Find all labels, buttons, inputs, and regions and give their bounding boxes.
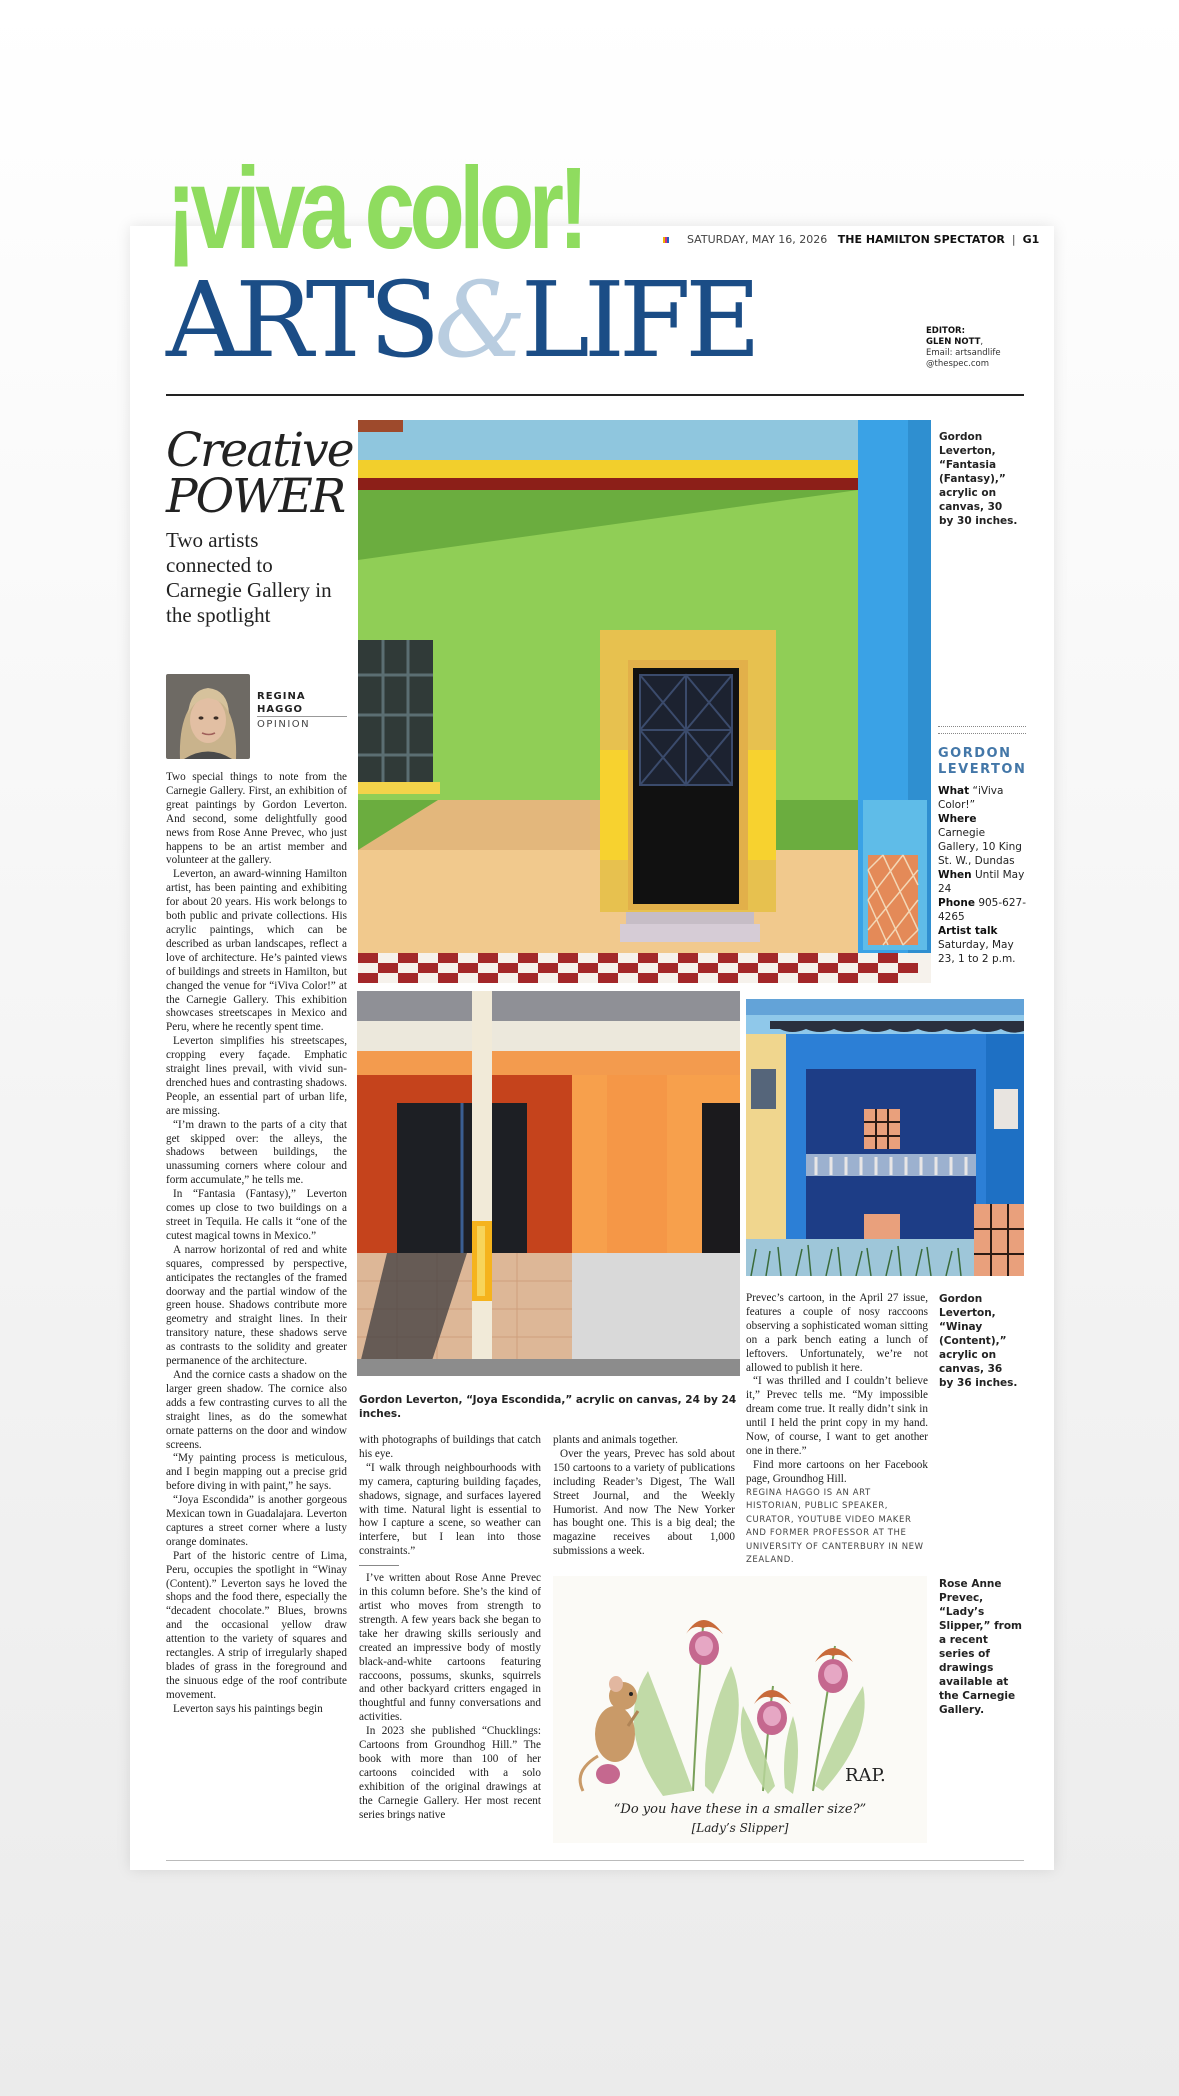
masthead-life: LIFE xyxy=(520,259,756,381)
paragraph: “Joya Escondida” is another gorgeous Mexican town in Guadalajara. Leverton captures a street corner where a lusty orange dominates. xyxy=(166,1494,347,1548)
editor-email-line2: @thespec.com xyxy=(926,359,990,369)
masthead-arts: ARTS xyxy=(166,259,435,381)
paragraph: Over the years, Prevec has sold about 150 cartoons to a variety of publications including Reader’s Digest, The Wall Street Journal, and the Weekly Humorist. And now The New Yorker has bought one. This is a big deal; the magazine receives about 1,000 submissions a week. xyxy=(553,1447,735,1558)
factbox-heading-line2: LEVERTON xyxy=(938,762,1027,777)
color-square-icon xyxy=(663,237,669,243)
editor-label: EDITOR: xyxy=(926,326,965,336)
paragraph: Leverton simplifies his streetscapes, cropping every façade. Emphatic straight lines prevail, with vivid sun-drenched hues and contrasting shadows. People, an essential part of urban life, are missing. xyxy=(166,1035,347,1117)
what-label: What xyxy=(938,785,970,797)
paragraph: In 2023 she published “Chucklings: Cartoons from Groundhog Hill.” The book with more than 100 of her cartoons coincided with a solo exhibition of the original drawings at the Carnegie Gallery. Her most recent series brings native xyxy=(359,1725,541,1821)
paragraph: “I was thrilled and I couldn’t believe it,” Prevec tells me. “My impossible dream come true. It really didn’t sink in until I held the print copy in my hand. Now, of course, I want to get another one in there.” xyxy=(746,1375,928,1457)
editor-comma: , xyxy=(980,337,984,347)
body-column-3 xyxy=(553,1434,735,1559)
section-divider xyxy=(359,1565,399,1566)
section-kicker: ¡viva color! xyxy=(166,143,584,273)
painting-fantasia xyxy=(358,420,931,983)
paragraph: Leverton, an award-winning Hamilton artist, has been painting and exhibiting for about 20 years. His work belongs to both public and private collections. His acrylic paintings, which can be described as urban landscapes, reflect a love of architecture. He’s painted views of buildings and streets in Hamilton, but changed the venue for “iViva Color!” at the Carnegie Gallery. This exhibition showcases streetscapes in Mexico and Peru, where he recently spent time. xyxy=(166,868,347,1034)
painting-joya-escondida xyxy=(357,991,740,1376)
section-masthead xyxy=(166,259,756,381)
talk-label: Artist talk xyxy=(938,925,998,937)
headline-line1: Creative xyxy=(166,423,353,478)
paragraph: I’ve written about Rose Anne Prevec in this column before. She’s the kind of artist who moves from strength to strength. A few years back she began to take her drawing skills seriously and created an impressive body of mostly black-and-white cartoons featuring raccoons, possums, skunks, squirrels and other backyard critters engaged in thoughtful and funny conversations and activities. xyxy=(359,1572,541,1724)
body-column-1 xyxy=(166,771,347,1717)
dateline xyxy=(663,233,1039,246)
paragraph: Part of the historic centre of Lima, Peru, occupies the spotlight in “Winay (Content).” Leverton says he loved the shops and the food there, especially the “decadent chocolate.” Blues, browns and the occasional yellow draw attention to the variety of squares and rectangles. A strip of irregularly shaped blades of grass in the foreground and the sinuous edge of the roof contribute movement. xyxy=(166,1549,347,1701)
cartoon-signature: RAP. xyxy=(845,1765,886,1786)
dateline-separator: | xyxy=(1011,233,1016,246)
paragraph: Leverton says his paintings begin xyxy=(173,1702,323,1715)
paragraph: “I’m drawn to the parts of a city that get skipped over: the alleys, the shadows between buildings, the unassuming corners where colour and form accumulate,” he tells me. xyxy=(166,1118,347,1187)
event-factbox xyxy=(938,726,1026,966)
when-label: When xyxy=(938,869,972,881)
caption-winay: Gordon Leverton, “Winay (Content),” acrylic on canvas, 36 by 36 inches. xyxy=(939,1293,1018,1389)
author-bio: REGINA HAGGO IS AN ART HISTORIAN, PUBLIC SPEAKER, CURATOR, YOUTUBE VIDEO MAKER AND FORMER PROFESSOR AT THE UNIVERSITY OF CANTERBURY IN NEW ZEALAND. xyxy=(746,1487,924,1566)
paragraph: plants and animals together. xyxy=(553,1434,678,1446)
page-number: G1 xyxy=(1022,233,1040,246)
where-value: Carnegie Gallery, 10 King St. W., Dundas xyxy=(938,827,1022,867)
what-value: “iViva Color!” xyxy=(938,785,1004,811)
painting-winay xyxy=(746,999,1024,1276)
author-divider xyxy=(257,716,347,717)
talk-value: Saturday, May 23, 1 to 2 p.m. xyxy=(938,939,1016,965)
where-label: Where xyxy=(938,813,977,825)
cartoon-title: [Lady’s Slipper] xyxy=(691,1821,789,1835)
paragraph: “I walk through neighbourhoods with my camera, capturing building façades, shadows, signage, and surfaces layered with time. Natural light is essential to how I capture a scene, so weather can interfere, but I lean into those constraints.” xyxy=(359,1461,541,1558)
author-portrait xyxy=(166,674,250,759)
factbox-talk xyxy=(938,924,1026,966)
paragraph: with photographs of buildings that catch his eye. xyxy=(359,1434,541,1460)
editor-name: GLEN NOTT xyxy=(926,337,981,347)
when-value: Until May 24 xyxy=(938,869,1025,895)
factbox-phone xyxy=(938,896,1026,924)
paragraph: Two special things to note from the Carnegie Gallery. First, an exhibition of great paintings by Gordon Leverton. And second, some delightfully good news from Rose Anne Prevec, who just happens to be an artist member and volunteer at the gallery. xyxy=(166,771,347,867)
cartoon-ladys-slipper xyxy=(553,1576,927,1843)
caption-slipper: Rose Anne Prevec, “Lady’s Slipper,” from a recent series of drawings available at the Carnegie Gallery. xyxy=(939,1578,1022,1716)
paragraph: Prevec’s cartoon, in the April 27 issue, features a couple of nosy raccoons observing a sophisticated woman sitting on a park bench eating a lunch of leftovers. Unfortunately, we’re not allowed to publish it here. xyxy=(746,1292,928,1374)
factbox-what xyxy=(938,784,1026,812)
paragraph: A narrow horizontal of red and white squares, compressed by perspective, anticipates the rectangles of the framed doorway and the partial window of the green house. Shadows contribute more geometry and straight lines. In their transitory nature, these shadows serve as contrasts to the solidity and greater permanence of the architecture. xyxy=(166,1243,347,1368)
author-box xyxy=(166,674,250,759)
paper-name: THE HAMILTON SPECTATOR xyxy=(837,233,1005,246)
editor-credit xyxy=(926,326,1001,370)
author-first-name: REGINA xyxy=(257,691,306,702)
author-last-name: HAGGO xyxy=(257,704,304,715)
masthead-ampersand: & xyxy=(434,259,521,381)
caption-joya: Gordon Leverton, “Joya Escondida,” acrylic on canvas, 24 by 24 inches. xyxy=(359,1394,737,1420)
masthead-rule xyxy=(166,394,1024,396)
body-column-2 xyxy=(359,1434,541,1822)
factbox-where xyxy=(938,812,1026,868)
phone-value: 905-627-4265 xyxy=(938,897,1026,923)
author-role: OPINION xyxy=(257,719,311,730)
headline-line2: POWER xyxy=(166,469,345,524)
caption-fantasia: Gordon Leverton, “Fantasia (Fantasy),” acrylic on canvas, 30 by 30 inches. xyxy=(939,431,1018,527)
paragraph: And the cornice casts a shadow on the larger green shadow. The cornice also adds a few contrasting curves to all the straight lines, as do the somewhat ornate patterns on the door and window screens. xyxy=(166,1368,347,1451)
body-column-4 xyxy=(746,1292,928,1568)
phone-label: Phone xyxy=(938,897,975,909)
factbox-heading xyxy=(938,746,1026,778)
factbox-when xyxy=(938,868,1026,896)
paragraph: “My painting process is meticulous, and I begin mapping out a precise grid before diving in with paint,” he says. xyxy=(166,1452,347,1493)
editor-email-line1: Email: artsandlife xyxy=(926,348,1001,358)
paragraph: In “Fantasia (Fantasy),” Leverton comes up close to two buildings on a street in Tequila. He calls it “one of the cutest magical towns in Mexico.” xyxy=(166,1188,347,1242)
headline xyxy=(166,423,353,524)
paragraph: Find more cartoons on her Facebook page, Groundhog Hill. xyxy=(746,1458,928,1485)
issue-date: SATURDAY, MAY 16, 2026 xyxy=(687,233,828,246)
factbox-heading-line1: GORDON xyxy=(938,746,1012,761)
cartoon-caption: “Do you have these in a smaller size?” xyxy=(613,1802,867,1817)
footer-rule xyxy=(166,1860,1024,1861)
author-name xyxy=(257,690,306,716)
deck: Two artists connected to Carnegie Gallery in the spotlight xyxy=(166,528,332,627)
factbox-divider xyxy=(938,726,1026,734)
